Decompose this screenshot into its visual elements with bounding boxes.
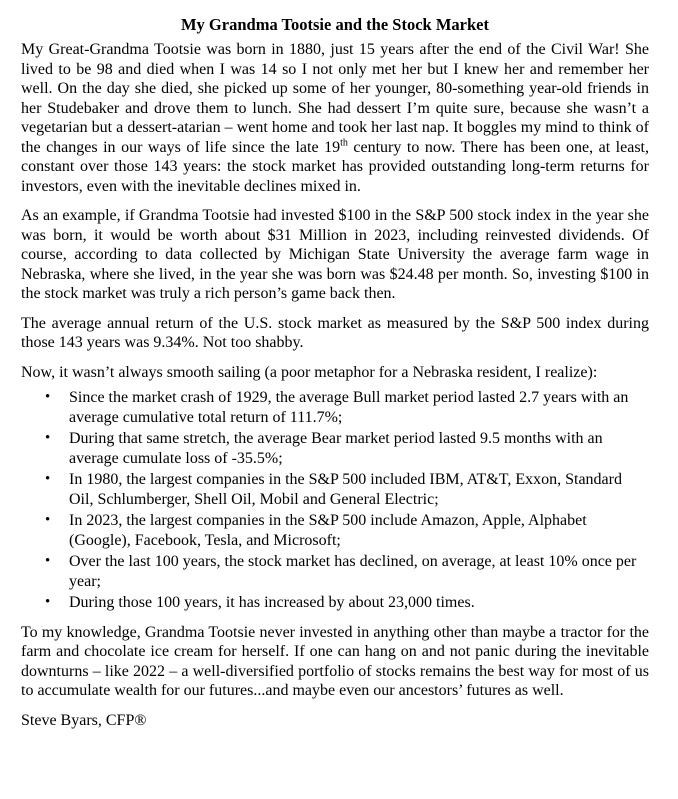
document-title: My Grandma Tootsie and the Stock Market xyxy=(180,15,489,34)
bullet-icon: • xyxy=(45,471,51,487)
bullet-item xyxy=(21,429,649,468)
bullet-item xyxy=(21,593,649,613)
document-page xyxy=(21,14,649,730)
paragraph-smooth-sailing: Now, it wasn’t always smooth sailing (a poor metaphor for a Nebraska resident, I realize): xyxy=(21,363,598,381)
ordinal-superscript: th xyxy=(340,137,348,149)
author-signature: Steve Byars, CFP® xyxy=(21,711,147,729)
bullet-text: Over the last 100 years, the stock market has declined, on average, at least 10% once per year; xyxy=(69,553,637,590)
bullet-item xyxy=(21,552,649,591)
paragraph-intro-text-end: century to now. There has been one, at least, constant over those 143 years: the stock market has provided outstanding long-term returns for investors, even with the inevitable declines mixed in. xyxy=(21,138,649,195)
bullet-text: Since the market crash of 1929, the average Bull market period lasted 2.7 years with an average cumulative total return of 111.7%; xyxy=(69,389,629,426)
paragraph-intro xyxy=(21,40,649,196)
bullet-list xyxy=(21,388,649,613)
paragraph-example: As an example, if Grandma Tootsie had invested $100 in the S&P 500 stock index in the year she was born, it would be worth about $31 Million in 2023, including reinvested dividends. Of course, according to data collected by Michigan State University the average farm wage in Nebraska, where she lived, in the year she was born was $24.48 per month. So, investing $100 in the stock market was truly a rich person’s game back then. xyxy=(21,207,649,302)
bullet-text: In 2023, the largest companies in the S&P 500 include Amazon, Apple, Alphabet (Google), Facebook, Tesla, and Microsoft; xyxy=(69,512,587,549)
bullet-icon: • xyxy=(45,553,51,569)
paragraph-intro-text-start: My Great-Grandma Tootsie was born in 1880, just 15 years after the end of the Civil War! She lived to be 98 and died when I was 14 so I not only met her but I knew her and remember her well. On the day she died, she picked up some of her younger, 80-something year-old friends in her Studebaker and drove them to lunch. She had dessert I’m quite sure, because she wasn’t a vegetarian but a dessert-atarian – went home and took her last nap. It boggles my mind to think of the changes in our ways of life since the late 19 xyxy=(21,41,649,156)
bullet-item xyxy=(21,388,649,427)
paragraph-average-return: The average annual return of the U.S. stock market as measured by the S&P 500 index during those 143 years was 9.34%. Not too shabby. xyxy=(21,314,649,351)
bullet-text: In 1980, the largest companies in the S&P 500 included IBM, AT&T, Exxon, Standard Oil, Schlumberger, Shell Oil, Mobil and General Electric; xyxy=(69,471,622,508)
bullet-icon: • xyxy=(45,512,51,528)
bullet-item xyxy=(21,470,649,509)
bullet-item xyxy=(21,511,649,550)
bullet-icon: • xyxy=(45,430,51,446)
bullet-text: During that same stretch, the average Bear market period lasted 9.5 months with an average cumulate loss of -35.5%; xyxy=(69,430,603,467)
paragraph-conclusion: To my knowledge, Grandma Tootsie never invested in anything other than maybe a tractor for the farm and chocolate ice cream for herself. If one can hang on and not panic during the inevitable downturns – like 2022 – a well-diversified portfolio of stocks remains the best way for most of us to accumulate wealth for our futures...and maybe even our ancestors’ futures as well. xyxy=(21,623,649,699)
bullet-text: During those 100 years, it has increased by about 23,000 times. xyxy=(69,594,475,611)
bullet-icon: • xyxy=(45,594,51,610)
bullet-icon: • xyxy=(45,389,51,405)
